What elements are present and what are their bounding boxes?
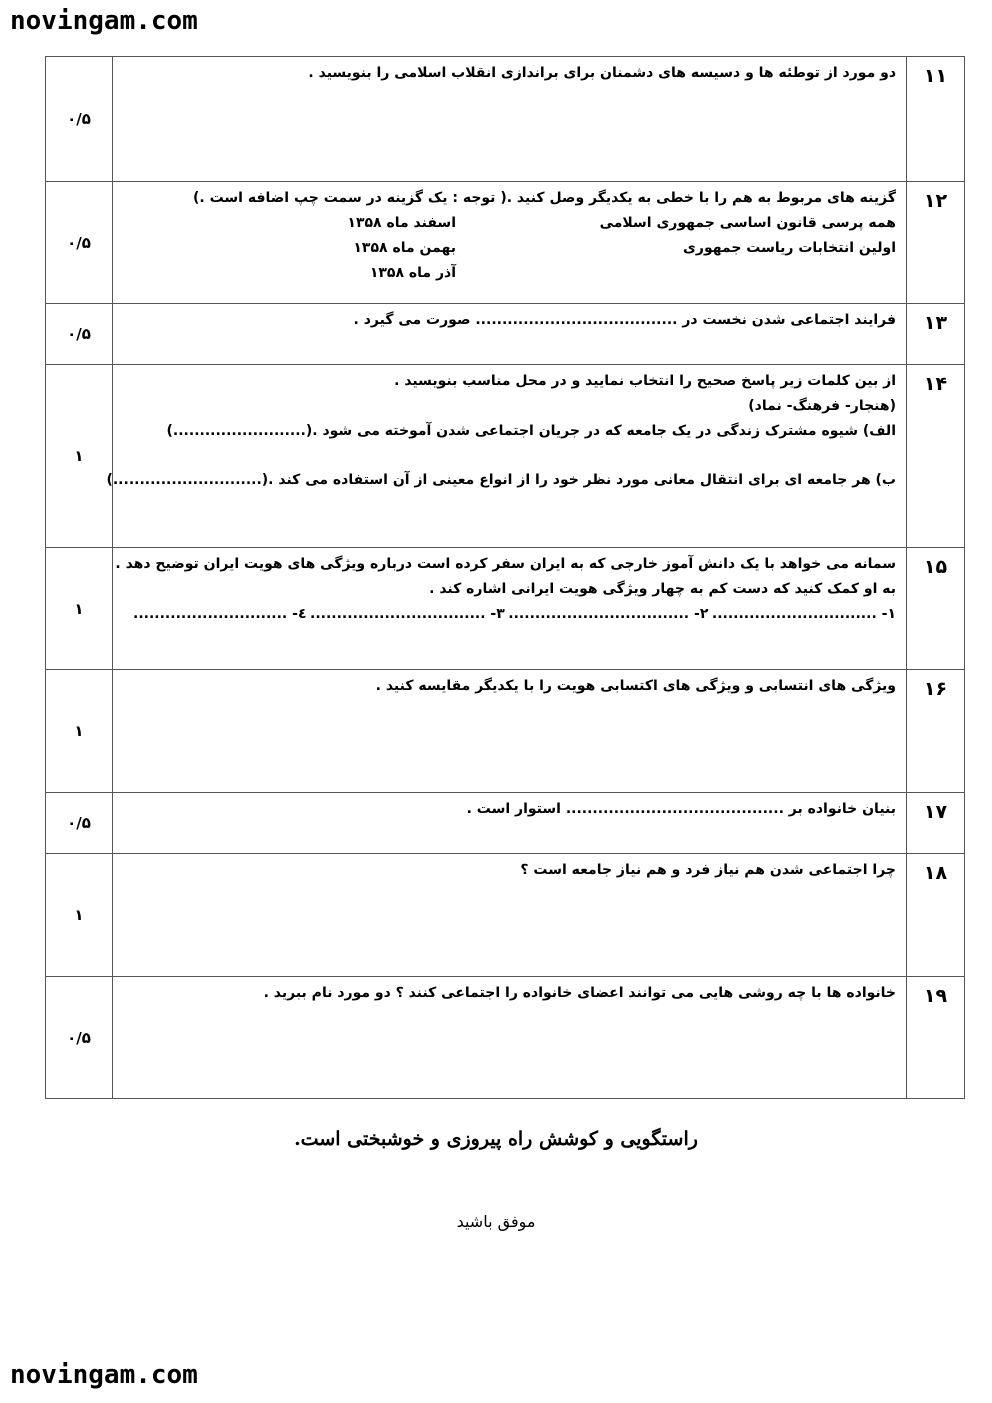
watermark-bottom: novingam.com <box>10 1360 198 1390</box>
answer-blank: ٤- ............................. <box>133 606 307 622</box>
question-text <box>113 182 907 304</box>
question-line: چرا اجتماعی شدن هم نیاز فرد و هم نیاز جامعه است ؟ <box>520 862 896 878</box>
question-number: ۱۵ <box>907 548 965 670</box>
question-text <box>113 57 907 182</box>
question-text <box>113 548 907 670</box>
question-text <box>113 977 907 1099</box>
question-line: سمانه می خواهد با یک دانش آموز خارجی که به ایران سفر کرده است درباره ویژگی های هویت ایران توضیح دهد . <box>115 556 896 572</box>
exam-questions-table <box>45 56 965 1099</box>
question-row-16 <box>46 670 965 793</box>
question-line: ویژگی های انتسابی و ویژگی های اکتسابی هویت را با یکدیگر مقایسه کنید . <box>375 678 896 694</box>
matching-item-left: آذر ماه ۱۳۵۸ <box>369 265 456 281</box>
question-line: الف) شیوه مشترک زندگی در یک جامعه که در جریان اجتماعی شدن آموخته می شود .(.........................) <box>166 423 896 439</box>
question-number: ۱۲ <box>907 182 965 304</box>
question-line: فرایند اجتماعی شدن نخست در ...................................... صورت می گیرد . <box>353 312 896 328</box>
matching-item-right: اولین انتخابات ریاست جمهوری <box>683 240 896 256</box>
question-number: ۱۳ <box>907 304 965 365</box>
question-line: (هنجار- فرهنگ- نماد) <box>748 398 896 414</box>
question-line: از بین کلمات زیر پاسخ صحیح را انتخاب نمایید و در محل مناسب بنویسید . <box>394 373 896 389</box>
question-line: دو مورد از توطئه ها و دسیسه های دشمنان برای براندازی انقلاب اسلامی را بنویسید . <box>308 65 896 81</box>
watermark-top: novingam.com <box>10 6 198 36</box>
question-number: ۱۹ <box>907 977 965 1099</box>
question-text <box>113 793 907 854</box>
question-text <box>113 670 907 793</box>
matching-row <box>123 236 896 261</box>
closing-motto: راستگویی و کوشش راه پیروزی و خوشبختی است. <box>294 1128 698 1150</box>
question-row-11 <box>46 57 965 182</box>
score-cell: ۰/۵ <box>46 977 113 1099</box>
answer-blank: ۱- ............................... <box>711 606 896 622</box>
score-cell: ۰/۵ <box>46 793 113 854</box>
matching-row <box>123 211 896 236</box>
farewell-text: موفق باشید <box>456 1212 536 1231</box>
question-line: خانواده ها با چه روشی هایی می توانند اعضای خانواده را اجتماعی کنند ؟ دو مورد نام ببرید . <box>263 985 896 1001</box>
matching-item-left: اسفند ماه ۱۳۵۸ <box>347 215 456 231</box>
answer-blanks <box>123 602 896 627</box>
question-number: ۱۱ <box>907 57 965 182</box>
answer-blank: ۳- ................................. <box>310 606 505 622</box>
matching-item-right: همه پرسی قانون اساسی جمهوری اسلامی <box>599 215 896 231</box>
question-line: به او کمک کنید که دست کم به چهار ویژگی هویت ایرانی اشاره کند . <box>429 581 896 597</box>
question-row-14 <box>46 365 965 548</box>
score-cell: ۱ <box>46 670 113 793</box>
question-text <box>113 854 907 977</box>
question-number: ۱۸ <box>907 854 965 977</box>
question-number: ۱۶ <box>907 670 965 793</box>
question-line: گزینه های مربوط به هم را با خطی به یکدیگر وصل کنید .( توجه : یک گزینه در سمت چپ اضافه است .) <box>192 190 896 206</box>
question-line: بنیان خانواده بر ......................................... استوار است . <box>466 801 896 817</box>
question-line: ب) هر جامعه ای برای انتقال معانی مورد نظر خود را از انواع معینی از آن استفاده می کند .(............................) <box>106 472 896 488</box>
score-cell: ۱ <box>46 548 113 670</box>
score-cell: ۱ <box>46 365 113 548</box>
question-number: ۱۷ <box>907 793 965 854</box>
question-text <box>113 304 907 365</box>
question-text <box>106 365 907 548</box>
question-row-13 <box>46 304 965 365</box>
answer-blank: ۲- .................................. <box>508 606 709 622</box>
matching-item-left: بهمن ماه ۱۳۵۸ <box>353 240 456 256</box>
score-cell: ۱ <box>46 854 113 977</box>
score-cell: ۰/۵ <box>46 182 113 304</box>
question-row-18 <box>46 854 965 977</box>
question-row-15 <box>46 548 965 670</box>
question-number: ۱۴ <box>907 365 965 548</box>
matching-row <box>123 261 896 286</box>
score-cell: ۰/۵ <box>46 57 113 182</box>
question-row-12 <box>46 182 965 304</box>
question-row-19 <box>46 977 965 1099</box>
question-row-17 <box>46 793 965 854</box>
score-cell: ۰/۵ <box>46 304 113 365</box>
